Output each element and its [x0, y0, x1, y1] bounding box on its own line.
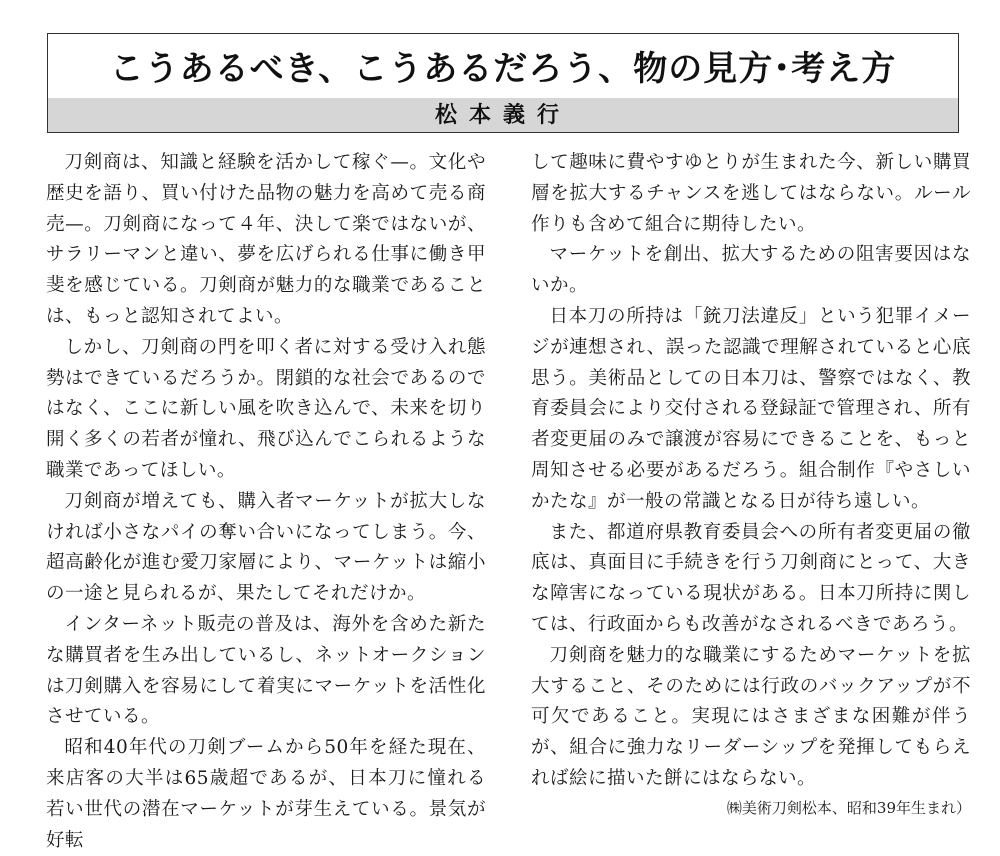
left-column: [46, 148, 486, 856]
paragraph: 昭和40年代の刀剣ブームから50年を経た現在、来店客の大半は65歳超であるが、日本刀に憧れる若い世代の潜在マーケットが芽生えている。景気が好転: [46, 737, 486, 851]
paragraph: 刀剣商が増えても、購入者マーケットが拡大しなければ小さなパイの奪い合いになってしまう。今、超高齢化が進む愛刀家層により、マーケットは縮小の一途と見られるが、果たしてそれだけか。: [46, 490, 486, 605]
paragraph: 刀剣商を魅力的な職業にするためマーケットを拡大すること、そのためには行政のバックアップが不可欠であること。実現にはさまざまな困難が伴うが、組合に強力なリーダーシップを発揮してもらえれば絵に描いた餅にはならない。: [531, 644, 971, 789]
article-body: [44, 148, 971, 851]
paragraph: マーケットを創出、拡大するための阻害要因はないか。: [531, 244, 971, 297]
author-signature: ㈱美術刀剣松本、昭和39年生まれ）: [726, 798, 971, 817]
article-title: こうあるべき、こうあるだろう、物の見方･考え方: [109, 49, 897, 89]
author-name: 松本義行: [48, 98, 958, 132]
paragraph: 日本刀の所持は「銃刀法違反」という犯罪イメージが連想され、誤った認識で理解されていると心底思う。美術品としての日本刀は、警察ではなく、教育委員会により交付される登録証で管理され、所有者変更届のみで譲渡が容易にできることを、もっと周知させる必要があるだろう。組合制作『やさしいかたな』が一般の常識となる日が待ち遠しい。: [531, 305, 971, 512]
article-header: [47, 33, 959, 133]
paragraph: して趣味に費やすゆとりが生まれた今、新しい購買層を拡大するチャンスを逃してはならない。ルール作りも含めて組合に期待したい。: [531, 152, 971, 235]
paragraph: 刀剣商は、知識と経験を活かして稼ぐ—。文化や歴史を語り、買い付けた品物の魅力を高めて売る商売—。刀剣商になって４年、決して楽ではないが、サラリーマンと違い、夢を広げられる仕事に働き甲斐を感じている。刀剣商が魅力的な職業であることは、もっと認知されてよい。: [46, 152, 486, 327]
right-column: [531, 148, 971, 819]
paragraph: また、都道府県教育委員会への所有者変更届の徹底は、真面目に手続きを行う刀剣商にとって、大きな障害になっている現状がある。日本刀所持に関しては、行政面からも改善がなされるべきであろう。: [531, 521, 971, 635]
paragraph: しかし、刀剣商の門を叩く者に対する受け入れ態勢はできているだろうか。閉鎖的な社会であるのではなく、ここに新しい風を吹き込んで、未来を切り開く多くの若者が憧れ、飛び込んでこられるような職業であってほしい。: [46, 336, 486, 481]
paragraph: インターネット販売の普及は、海外を含めた新たな購買者を生み出しているし、ネットオークションは刀剣購入を容易にして着実にマーケットを活性化させている。: [46, 613, 486, 728]
